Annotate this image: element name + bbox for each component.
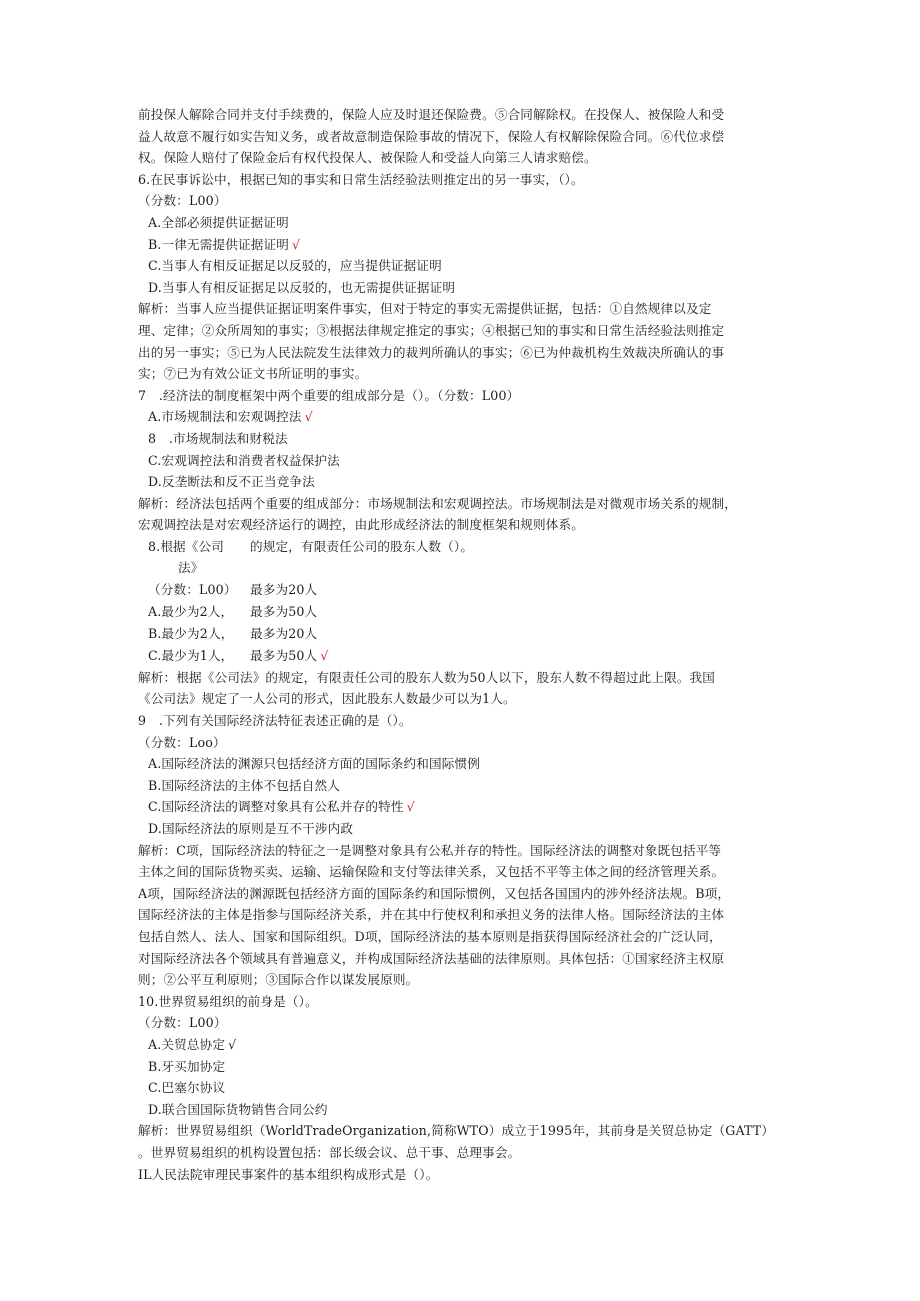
option-text: 最多为50人 bbox=[250, 647, 318, 663]
option: D.联合国国际货物销售合同公约 bbox=[148, 1101, 328, 1117]
explanation-line: 则；②公平互利原则；③国际合作以谋发展原则。 bbox=[138, 972, 419, 988]
question-score: （分数：L00） bbox=[138, 1015, 227, 1031]
option-continuation bbox=[250, 645, 329, 667]
option-continuation: 最多为20人 bbox=[250, 625, 318, 641]
option: B.最少为2人， bbox=[148, 625, 234, 641]
option-text: B.一律无需提供证据证明 bbox=[148, 236, 289, 252]
question-8-options bbox=[138, 579, 788, 667]
check-mark-icon: √ bbox=[406, 799, 415, 815]
explanation-line: 包括自然人、法人、国家和国际组织。D项，国际经济法的基本原则是指获得国际经济社会的广泛认同， bbox=[138, 929, 722, 944]
question-11: IL人民法院审理民事案件的基本组织构成形式是（）。 bbox=[138, 1166, 439, 1182]
question-9: 9 .下列有关国际经济法特征表述正确的是（）。 bbox=[138, 713, 412, 729]
option: D.国际经济法的原则是互不干涉内政 bbox=[148, 821, 354, 837]
option-text: C.国际经济法的调整对象具有公私并存的特性 bbox=[148, 799, 404, 815]
explanation-line: 国际经济法的主体是指参与国际经济关系，并在其中行使权利和承担义务的法律人格。国际经济法的主体 bbox=[138, 907, 725, 923]
explanation-line: 实；⑦已为有效公证文书所证明的事实。 bbox=[138, 366, 368, 382]
explanation-line: 对国际经济法各个领域具有普遍意义，并构成国际经济法基础的法律原则。具体包括：①国家经济主权原 bbox=[138, 950, 725, 966]
document-content bbox=[138, 104, 788, 1185]
explanation-line: 。世界贸易组织的机构设置包括：部长级会议、总干事、总理事会。 bbox=[138, 1144, 521, 1160]
explanation-line: 主体之间的国际货物买卖、运输、运输保险和支付等法律关系，又包括不平等主体之间的经济管理关系。 bbox=[138, 864, 725, 880]
option: 8 .市场规制法和财税法 bbox=[148, 430, 288, 446]
question-score: （分数：L00） bbox=[148, 581, 237, 597]
option: A.国际经济法的渊源只包括经济方面的国际条约和国际惯例 bbox=[148, 756, 480, 772]
text-line: 益人故意不履行如实告知义务，或者故意制造保险事故的情况下，保险人有权解除保险合同。⑥代位求偿 bbox=[138, 128, 725, 144]
option-continuation: 最多为50人 bbox=[250, 603, 318, 619]
explanation-line: 理、定律；②众所周知的事实；③根据法律规定推定的事实；④根据已知的事实和日常生活经验法则推定 bbox=[138, 322, 725, 338]
option: B.国际经济法的主体不包括自然人 bbox=[148, 777, 340, 793]
text-line: 权。保险人赔付了保险金后有权代投保人、被保险人和受益人向第三人请求赔偿。 bbox=[138, 150, 597, 166]
check-mark-icon: √ bbox=[228, 1036, 237, 1052]
option: D.反垄断法和反不正当竞争法 bbox=[148, 474, 315, 490]
explanation-line: A项，国际经济法的渊源既包括经济方面的国际条约和国际惯例，又包括各国国内的涉外经济法规。B项， bbox=[138, 885, 731, 901]
option-correct bbox=[138, 234, 788, 256]
explanation-line: 解析：当事人应当提供证据证明案件事实，但对于特定的事实无需提供证据，包括：①自然规律以及定 bbox=[138, 301, 712, 317]
option-correct: C.最少为1人， bbox=[148, 647, 234, 663]
question-10: 10.世界贸易组织的前身是（）。 bbox=[138, 993, 318, 1009]
option-correct bbox=[138, 1034, 788, 1056]
question-7: 7 .经济法的制度框架中两个重要的组成部分是（）。（分数：L00） bbox=[138, 387, 520, 403]
option: A.最少为2人， bbox=[148, 603, 234, 619]
text-line: 前投保人解除合同并支付手续费的，保险人应及时退还保险费。⑤合同解除权。在投保人、被保险人和受 bbox=[138, 107, 725, 122]
explanation-line: 宏观调控法是对宏观经济运行的调控，由此形成经济法的制度框架和规则体系。 bbox=[138, 517, 585, 533]
explanation-line: 解析：根据《公司法》的规定，有限责任公司的股东人数为50人以下，股东人数不得超过此上限。我国 bbox=[138, 669, 716, 685]
question-score: （分数：L00） bbox=[138, 193, 227, 209]
option-correct bbox=[138, 406, 788, 428]
option: D.当事人有相反证据足以反驳的，也无需提供证据证明 bbox=[148, 279, 456, 295]
question-8-title-left: 8.根据《公司 bbox=[148, 538, 225, 554]
option-correct bbox=[138, 796, 788, 818]
explanation-line: 《公司法》规定了一人公司的形式，因此股东人数最少可以为1人。 bbox=[138, 691, 516, 707]
check-mark-icon: √ bbox=[304, 409, 313, 425]
option: A.全部必须提供证据证明 bbox=[148, 214, 289, 230]
question-6: 6.在民事诉讼中，根据已知的事实和日常生活经验法则推定出的另一事实，（）。 bbox=[138, 171, 584, 187]
option: C.巴塞尔协议 bbox=[148, 1080, 226, 1096]
question-score: （分数：Loo） bbox=[138, 734, 226, 750]
option-continuation: 最多为20人 bbox=[250, 581, 318, 597]
option-text: A.市场规制法和宏观调控法 bbox=[148, 409, 302, 425]
explanation-line: 解析：C项，国际经济法的特征之一是调整对象具有公私并存的特性。国际经济法的调整对象既包括平等 bbox=[138, 842, 722, 858]
explanation-line: 出的另一事实；⑤已为人民法院发生法律效力的裁判所确认的事实；⑥已为仲裁机构生效裁决所确认的事 bbox=[138, 344, 725, 360]
option: C.当事人有相反证据足以反驳的，应当提供证据证明 bbox=[148, 258, 442, 274]
option-text: A.关贸总协定 bbox=[148, 1036, 226, 1052]
option: B.牙买加协定 bbox=[148, 1058, 226, 1074]
check-mark-icon: √ bbox=[320, 647, 329, 663]
question-8-title-cont: 法》 bbox=[178, 559, 204, 575]
question-8-title-right: 的规定，有限责任公司的股东人数（）。 bbox=[250, 538, 474, 554]
check-mark-icon: √ bbox=[292, 236, 301, 252]
explanation-line: 解析：经济法包括两个重要的组成部分：市场规制法和宏观调控法。市场规制法是对微观市场关系的规制， bbox=[138, 495, 737, 511]
option: C.宏观调控法和消费者权益保护法 bbox=[148, 452, 340, 468]
explanation-line: 解析：世界贸易组织（WorldTradeOrganization,简称WTO）成立于1995年，其前身是关贸总协定（GATT） bbox=[138, 1123, 775, 1139]
